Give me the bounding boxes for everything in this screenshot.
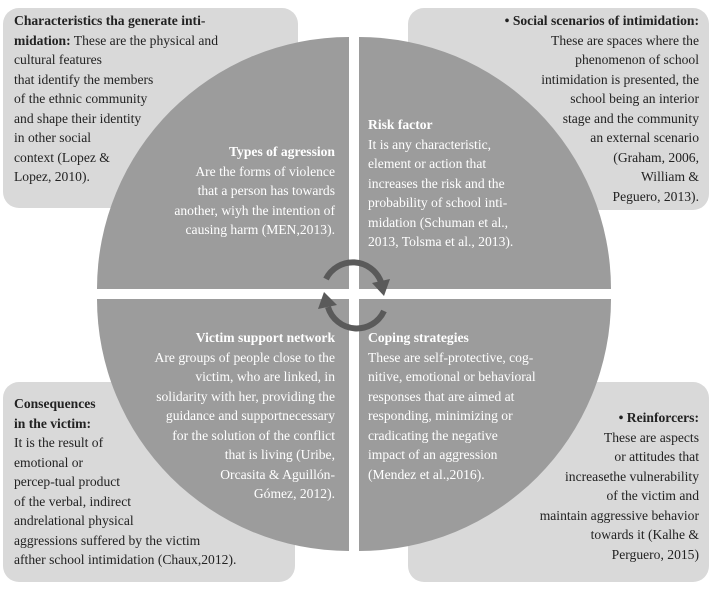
quadrant-text-coping-strategies [368,328,583,484]
quadrant-body-victim-support-network: Are groups of people close to the victim, who are linked, in solidarity with her, providing the guidance and supportnecessary for the solution of the conflict that is living (Uribe, Orcasita & Aguillón- Gómez, 2012). [154,349,335,501]
quadrant-body-types-of-agression: Are the forms of violence that a person has towards another, wiyh the intention of causing harm (MEN,2013). [174,163,335,237]
quadrant-text-victim-support-network [105,328,335,504]
cycle-arrows-icon [326,262,384,328]
corner-title-consequences: Consequences in the victim: [14,396,96,431]
corner-title-characteristics: Characteristics tha generate inti- midation: [14,13,206,48]
quadrant-text-risk-factor [368,115,578,252]
quadrant-text-types-of-agression [120,142,335,240]
quadrant-title-risk-factor: Risk factor [368,117,433,132]
corner-body-reinforcers: These are aspects or attitudes that increasethe vulnerability of the victim and maintain aggressive behavior towards it (Kalhe & Perguero, 2015) [539,429,699,562]
corner-body-social-scenarios: These are spaces where the phenomenon of school intimidation is presented, the school being an interior stage and the community an external scenario (Graham, 2006, William & Peguero, 2013). [541,32,699,204]
corner-title-social-scenarios: • Social scenarios of intimidation: [504,13,699,28]
corner-title-reinforcers: • Reinforcers: [618,410,699,425]
quadrant-body-coping-strategies: These are self-protective, cog- nitive, emotional or behavioral responses that are aimed at responding, minimizing or cradicating the negative impact of an aggression (Mendez et al.,2016). [368,349,536,482]
quadrant-body-risk-factor: It is any characteristic, element or action that increases the risk and the probability of school inti- midation (Schuman et al., 2013, Tolsma et al., 2013). [368,136,514,249]
quadrant-title-types-of-agression: Types of agression [229,144,335,159]
quadrant-title-victim-support-network: Victim support network [195,330,335,345]
quadrant-title-coping-strategies: Coping strategies [368,330,469,345]
corner-body-consequences: It is the result of emotional or percep-tual product of the verbal, indirect andrelational physical aggressions suffered by the victim afther school intimidation (Chaux,2012). [14,435,237,567]
corner-body-characteristics: These are the physical and cultural features that identify the members of the ethnic community and shape their identity in other social context (Lopez & Lopez, 2010). [14,32,218,184]
